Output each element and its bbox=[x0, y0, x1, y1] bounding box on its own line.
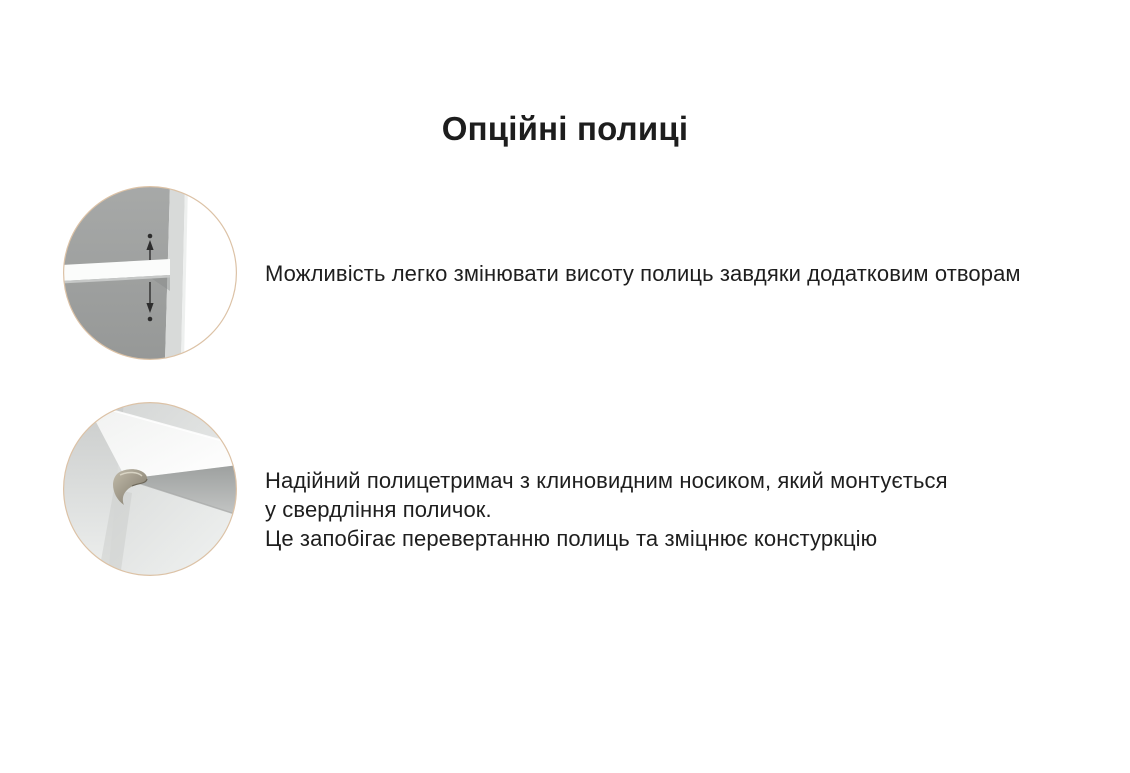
feature-line: Це запобігає перевертанню полиць та зміцнює констуркцію bbox=[265, 526, 878, 551]
shelf-support-illustration bbox=[62, 401, 238, 577]
shelf-holes-illustration bbox=[62, 185, 238, 361]
feature-shelf-support-text bbox=[265, 466, 948, 553]
shelf-height-adjustment-photo bbox=[62, 185, 238, 361]
feature-shelf-height-text bbox=[265, 259, 1021, 288]
feature-line: у свердління поличок. bbox=[265, 497, 492, 522]
shelf-support-photo bbox=[62, 401, 238, 577]
page-title: Опційні полиці bbox=[441, 110, 689, 147]
feature-line: Можливість легко змінювати висоту полиць завдяки додатковим отворам bbox=[265, 261, 1021, 286]
feature-line: Надійний полицетримач з клиновидним носиком, який монтується bbox=[265, 468, 948, 493]
